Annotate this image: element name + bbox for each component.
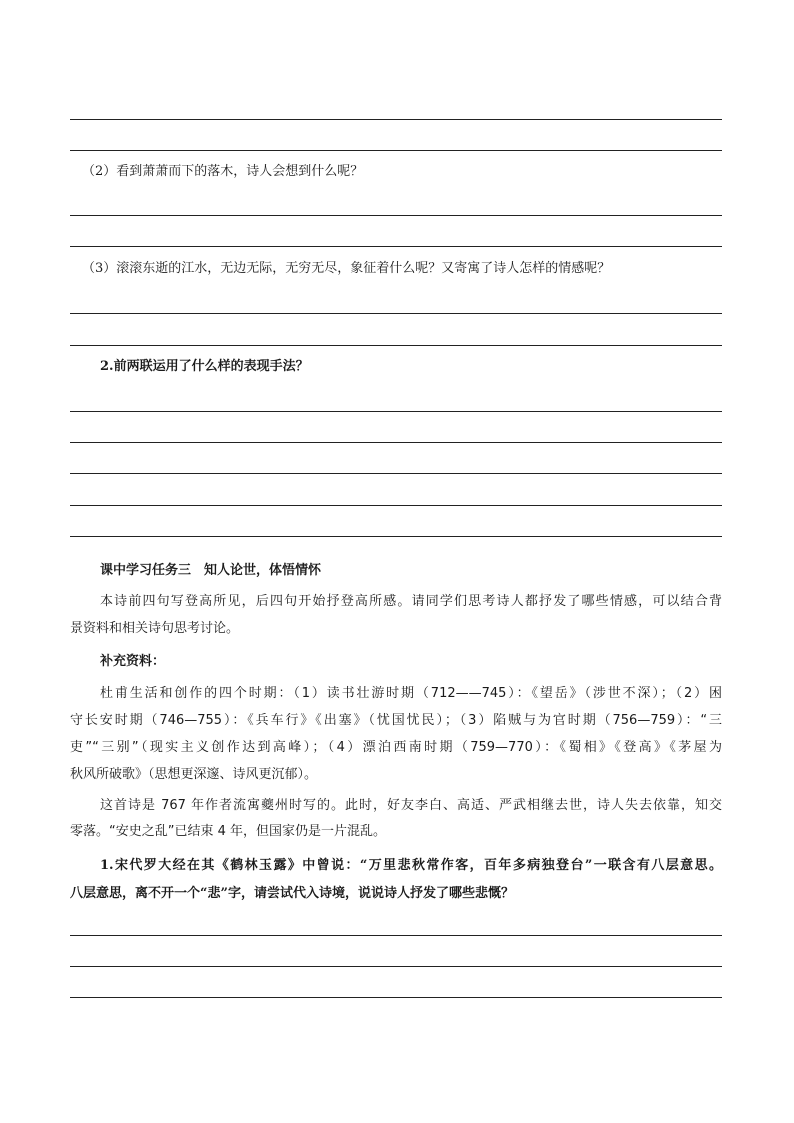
supplement-paragraph-line: 吏”“三别”（现实主义创作达到高峰）；（4）漂泊西南时期（759—770）：《蜀相》《登高》《茅屋为 (70, 740, 722, 755)
supplement-paragraph-line: 秋风所破歌》（思想更深邃、诗风更沉郁）。 (70, 767, 318, 782)
answer-line (70, 150, 722, 151)
question-3-line: 八层意思，离不开一个“悲”字，请尝试代入诗境，说说诗人抒发了哪些悲慨？ (70, 886, 514, 901)
task-3-title: 课中学习任务三 知人论世，体悟情怀 (100, 563, 322, 578)
answer-line (70, 536, 722, 537)
question-2: 2.前两联运用了什么样的表现手法？ (100, 359, 309, 374)
supplement-paragraph-line: 守长安时期（746—755）：《兵车行》《出塞》（忧国忧民）；（3）陷贼与为官时期（756—759）：“三 (70, 713, 722, 728)
supplement-paragraph-line: 零落。“安史之乱”已结束 4 年，但国家仍是一片混乱。 (70, 824, 387, 839)
task-3-intro-line: 本诗前四句写登高所见，后四句开始抒登高所感。请同学们思考诗人都抒发了哪些情感，可以结合背 (100, 594, 722, 609)
task-3-intro-line: 景资料和相关诗句思考讨论。 (70, 621, 240, 636)
answer-line (70, 313, 722, 314)
answer-line (70, 215, 722, 216)
supplement-label: 补充资料： (100, 654, 166, 669)
supplement-paragraph-line: 杜甫生活和创作的四个时期：（1）读书壮游时期（712——745）：《望岳》（涉世不深）；（2）困 (100, 686, 722, 701)
answer-line (70, 935, 722, 936)
answer-line (70, 345, 722, 346)
question-sub-3: （3）滚滚东逝的江水，无边无际，无穷无尽，象征着什么呢？又寄寓了诗人怎样的情感呢？ (82, 261, 611, 276)
answer-line (70, 246, 722, 247)
answer-line (70, 473, 722, 474)
answer-line (70, 997, 722, 998)
answer-line (70, 966, 722, 967)
question-sub-2: （2）看到萧萧而下的落木，诗人会想到什么呢？ (82, 164, 364, 179)
answer-line (70, 442, 722, 443)
supplement-paragraph-line: 这首诗是 767 年作者流寓夔州时写的。此时，好友李白、高适、严武相继去世，诗人失去依靠，知交 (100, 798, 722, 813)
answer-line (70, 505, 722, 506)
answer-line (70, 119, 722, 120)
question-3-line: 1.宋代罗大经在其《鹤林玉露》中曾说：“万里悲秋常作客，百年多病独登台”一联含有八层意思。 (100, 858, 722, 873)
answer-line (70, 411, 722, 412)
